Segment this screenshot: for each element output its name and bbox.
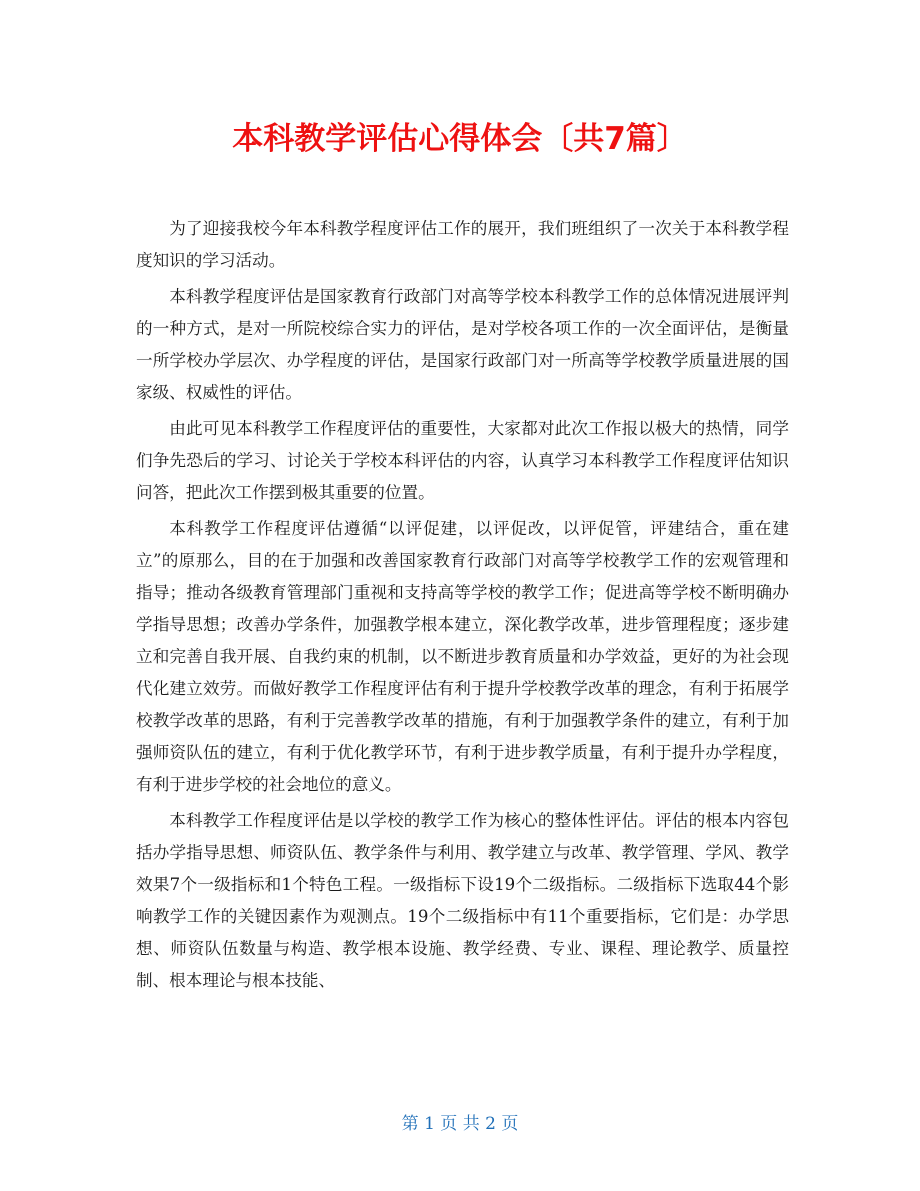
document-body [136,213,789,1001]
document-title: 本科教学评估心得体会〔共7篇〕 [232,121,688,157]
paragraph-1: 为了迎接我校今年本科教学程度评估工作的展开，我们班组织了一次关于本科教学程度知识的学习活动。 [136,219,789,270]
page-footer: 第 1 页 共 2 页 [401,1114,519,1134]
paragraph-2: 本科教学程度评估是国家教育行政部门对高等学校本科教学工作的总体情况进展评判的一种方式，是对一所院校综合实力的评估，是对学校各项工作的一次全面评估，是衡量一所学校办学层次、办学程度的评估，是国家行政部门对一所高等学校教学质量进展的国家级、权威性的评估。 [136,287,789,402]
paragraph-5: 本科教学工作程度评估是以学校的教学工作为核心的整体性评估。评估的根本内容包括办学指导思想、师资队伍、教学条件与利用、教学建立与改革、教学管理、学风、教学效果7个一级指标和1个特色工程。一级指标下设19个二级指标。二级指标下选取44个影响教学工作的关键因素作为观测点。19个二级指标中有11个重要指标，它们是：办学思想、师资队伍数量与构造、教学根本设施、教学经费、专业、课程、理论教学、质量控制、根本理论与根本技能、 [136,811,789,990]
paragraph-3: 由此可见本科教学工作程度评估的重要性，大家都对此次工作报以极大的热情，同学们争先恐后的学习、讨论关于学校本科评估的内容，认真学习本科教学工作程度评估知识问答，把此次工作摆到极其重要的位置。 [136,419,789,502]
paragraph-4: 本科教学工作程度评估遵循“以评促建，以评促改，以评促管，评建结合，重在建立”的原那么，目的在于加强和改善国家教育行政部门对高等学校教学工作的宏观管理和指导；推动各级教育管理部门重视和支持高等学校的教学工作；促进高等学校不断明确办学指导思想；改善办学条件，加强教学根本建立，深化教学改革，进步管理程度；逐步建立和完善自我开展、自我约束的机制，以不断进步教育质量和办学效益，更好的为社会现代化建立效劳。而做好教学工作程度评估有利于提升学校教学改革的理念，有利于拓展学校教学改革的思路，有利于完善教学改革的措施，有利于加强教学条件的建立，有利于加强师资队伍的建立，有利于优化教学环节，有利于进步教学质量，有利于提升办学程度，有利于进步学校的社会地位的意义。 [136,519,789,794]
